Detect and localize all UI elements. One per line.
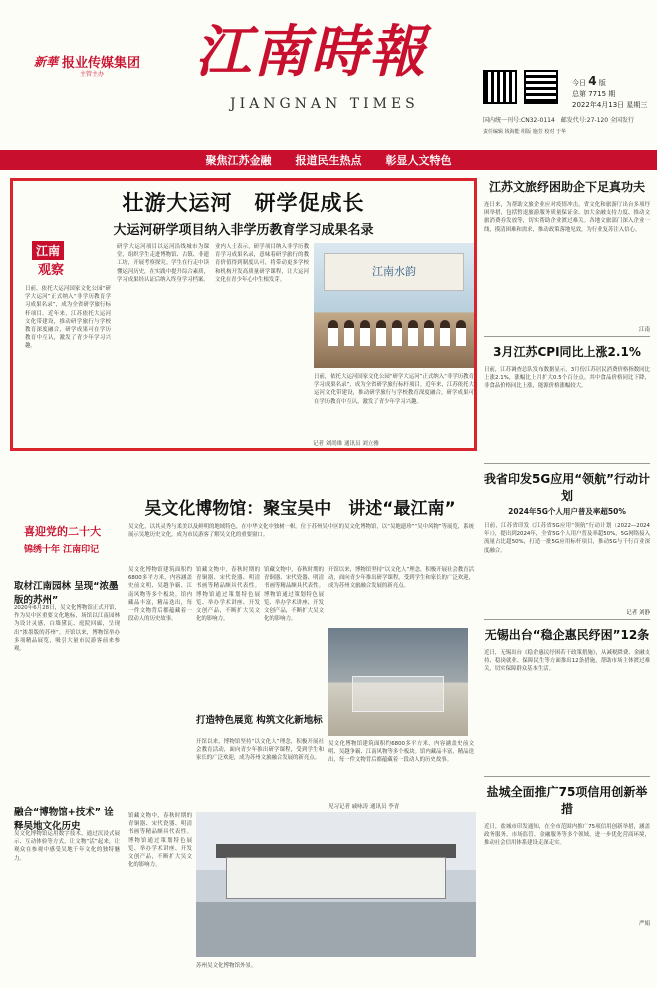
publisher-sub: 主管主办 <box>80 71 105 78</box>
newspaper-title-en: JIANGNAN TIMES <box>230 96 419 112</box>
student-figure <box>344 320 354 346</box>
story5-title: 盐城全面推广75项信用创新举措 <box>486 785 648 816</box>
publication-code: 国内统一刊号:CN32-0114 邮发代号:27-120 全国发行 <box>483 117 634 124</box>
museum-col-f: 吴文化博物馆建筑面积约6800多平方米，内容涵盖史前文明、吴越争霸、江南风物等多个板块。馆内藏品丰富，精品迭出，每一件文物背后都蕴藏着一段动人的历史故事。 <box>328 741 474 764</box>
top-story-col-2: 研学大运河项目以运河沿线城市为课堂，组织学生走进博物馆、古镇、非遗工坊，开展考察探究。学生在行走中读懂运河历史，在实践中提升综合素质，学习成果经认证后纳入终身学习档案。 <box>117 244 209 283</box>
student-figure <box>376 320 386 346</box>
top-story-col-3: 业内人士表示，研学项目纳入非学历教育学习成果名录，意味着研学旅行的教育价值得到制度认可，将带动更多学校和机构开发高质量研学课程，让大运河文化在青少年心中生根发芽。 <box>215 244 309 283</box>
slogan-right: 彰显人文特色 <box>385 154 452 167</box>
divider <box>484 619 650 620</box>
party-line-1: 喜迎党的二十大 <box>24 525 101 538</box>
publisher-logo: 新華 <box>34 55 59 69</box>
party-line-2: 锦绣十年 江南印记 <box>24 545 100 555</box>
story4-body: 近日，无锡出台《稳企惠民纾困若干政策措施》，从减税降费、金融支持、稳岗就业、保障民生等方面推出12条措施，帮助市场主体渡过难关，切实保障群众基本生活。 <box>484 650 650 673</box>
story3-body: 日前，江苏省印发《江苏省5G应用“领航”行动计划（2022—2024年）》，提出到2024年，全省5G个人用户普及率超50%，5G网络接入流量占比超50%，打造一批5G应用标杆项目，推动5G与千行百业深度融合。 <box>484 523 650 554</box>
publisher-name: 报业传媒集团 <box>62 56 141 71</box>
museum-col-b: 馆藏文物中，春秋时期的青铜器、宋代瓷器、明清书画等精品颇具代表性。博物馆通过策划特色展览、举办学术讲座、开发文创产品，不断扩大吴文化的影响力。 <box>196 567 260 623</box>
story1-title: 江苏文旅纾困助企下足真功夫 <box>488 180 645 194</box>
top-story-col-1: 日前，依托大运河国家文化公园“研学大运河”正式纳入“非学历教育学习成果名录”，成为全省研学旅行标杆项目。近年来，江苏依托大运河文化带建设，推动研学旅行与学校教育深度融合，研学成果可在学历教育中互认，激发了青少年学习兴趣。 <box>25 286 111 350</box>
museum-building-photo <box>196 812 476 957</box>
top-story-subtitle: 大运河研学项目纳入非学历教育学习成果名录 <box>113 223 374 238</box>
student-figure <box>424 320 434 346</box>
issue-date: 2022年4月13日 星期三 <box>572 101 648 109</box>
editors-line: 责任编辑 钱海能 组版 施芳 校对 于华 <box>483 129 566 135</box>
divider <box>484 776 650 777</box>
story5-body: 近日，盐城市印发通知，在全市范围内推广75项信用创新举措，涵盖政务服务、市场监管、金融服务等多个领域，进一步优化营商环境，推动社会信用体系建设走深走实。 <box>484 824 650 847</box>
story3-title: 我省印发5G应用“领航”行动计划 <box>484 472 650 503</box>
museum-intro: 吴文化，以其灵秀与柔美以及鲜明的地域特色，在中华文化中独树一帜。位于苏州吴中区的吴文化博物馆，以“吴地遗珍”“吴中风物”等展览，系统展示吴地历史文化，成为市民游客了解吴文化的重要窗口。 <box>128 524 474 539</box>
top-story-title: 壮游大运河 研学促成长 <box>122 191 365 215</box>
story1-body: 连日来，为帮助文旅企业应对疫情冲击，省文化和旅游厅出台多项纾困举措，包括暂退旅游服务质量保证金、加大金融支持力度、推动文旅消费券发放等，切实帮助企业渡过难关。各地文旅部门深入企业一线，摸清困难和需求，推动政策落地见效，为行业复苏注入信心。 <box>484 202 650 233</box>
badge-line-2: 观察 <box>38 263 65 278</box>
story4-title: 无锡出台“稳企惠民纾困”12条 <box>484 628 650 642</box>
qr-code-icon <box>483 70 517 104</box>
museum-col-a: 吴文化博物馆建筑面积约6800多平方米，内容涵盖史前文明、吴越争霸、江南风物等多个板块。馆内藏品丰富，精品迭出，每一件文物背后都蕴藏着一段动人的历史故事。 <box>128 567 192 623</box>
left-story-head: 取材江南园林 呈现“浓墨版的苏州” <box>14 581 119 606</box>
divider <box>484 336 650 337</box>
slogan-bar <box>0 150 657 170</box>
story3-byline: 记者 刘静 <box>626 610 650 616</box>
museum-byline: 见习记者 戚咏涛 通讯员 李青 <box>328 804 400 810</box>
student-figure <box>456 320 466 346</box>
center-sub-head: 打造特色展览 构筑文化新地标 <box>196 715 323 726</box>
top-story-byline: 记者 刘尚维 通讯员 刘立雅 <box>313 441 379 447</box>
story2-title: 3月江苏CPI同比上涨2.1% <box>493 345 641 359</box>
slogan-middle: 报道民生热点 <box>295 154 362 167</box>
student-figure <box>360 320 370 346</box>
story2-body: 日前，江苏调查总队发布数据显示，3月份江苏居民消费价格指数同比上涨2.1%，涨幅比上月扩大0.5个百分点。其中食品价格同比下降，非食品价格同比上涨，能源价格涨幅较大。 <box>484 367 650 390</box>
issue-info <box>572 76 647 111</box>
today-unit: 版 <box>598 79 606 87</box>
slogan-left: 聚焦江苏金融 <box>205 154 272 167</box>
student-figure <box>392 320 402 346</box>
museum-col-e: 开馆以来，博物馆坚持“以文化人”理念，积极开展社会教育活动，面向青少年推出研学课程，受到学生和家长的广泛欢迎，成为苏州文旅融合发展的新亮点。 <box>328 567 474 590</box>
qr-code-icon <box>524 70 558 104</box>
students-photo <box>314 243 474 368</box>
building-facade <box>226 857 446 899</box>
masthead <box>0 0 657 135</box>
student-figure <box>440 320 450 346</box>
jiangnan-observe-badge <box>26 239 71 281</box>
story5-byline: 严娟 <box>638 921 650 927</box>
top-story-col-4: 日前，依托大运河国家文化公园“研学大运河”正式纳入“非学历教育学习成果名录”，成为全省研学旅行标杆项目。近年来，江苏依托大运河文化带建设，推动研学旅行与学校教育深度融合，研学成果可在学历教育中互认，激发了青少年学习兴趣。 <box>314 374 474 405</box>
left-story-head-2: 融合“博物馆+技术” 诠释吴地文化历史 <box>14 807 114 832</box>
badge-line-1: 江南 <box>32 241 64 260</box>
photo-caption: 苏州吴文化博物馆外景。 <box>196 963 257 969</box>
left-story-body-2: 吴文化博物馆运用数字技术，通过沉浸式展示、互动体验等方式，让文物“活”起来，让观众在参观中感受吴地千年文化的独特魅力。 <box>14 831 120 862</box>
right-column <box>484 178 650 927</box>
photo-banner: 江南水韵 <box>324 253 464 291</box>
today-label: 今日 <box>572 79 586 87</box>
total-issue: 总第 7715 期 <box>572 90 616 98</box>
top-story <box>10 178 477 451</box>
left-story-body: 2020年6月28日，吴文化博物馆正式开馆，作为吴中区重要文化地标，场馆以江南园林为设计灵感，白墙黛瓦、庭院回廊，呈现出“浓墨版的苏州”。开馆以来，博物馆举办多项精品展览，吸引大量市民游客前来参观。 <box>14 605 120 653</box>
story3-subtitle: 2024年5G个人用户普及率超50% <box>508 507 626 516</box>
divider <box>484 463 650 464</box>
display-case <box>352 676 444 712</box>
museum-col-g: 馆藏文物中，春秋时期的青铜器、宋代瓷器、明清书画等精品颇具代表性。博物馆通过策划特色展览、举办学术讲座、开发文创产品，不断扩大吴文化的影响力。 <box>128 813 192 869</box>
museum-col-c: 开馆以来，博物馆坚持“以文化人”理念，积极开展社会教育活动，面向青少年推出研学课程，受到学生和家长的广泛欢迎，成为苏州文旅融合发展的新亮点。 <box>196 739 324 762</box>
today-pages: 4 <box>588 74 597 88</box>
museum-col-d: 馆藏文物中，春秋时期的青铜器、宋代瓷器、明清书画等精品颇具代表性。博物馆通过策划特色展览、举办学术讲座、开发文创产品，不断扩大吴文化的影响力。 <box>264 567 324 623</box>
museum-story-title: 吴文化博物馆：聚宝吴中 讲述“最江南” <box>144 499 456 519</box>
exhibit-photo <box>328 628 468 736</box>
party-congress-badge <box>24 523 120 555</box>
story1-byline: 江南 <box>638 327 650 333</box>
newspaper-title: 江南時報 <box>195 19 427 85</box>
student-figure <box>328 320 338 346</box>
building-roof <box>216 844 456 858</box>
student-figure <box>408 320 418 346</box>
